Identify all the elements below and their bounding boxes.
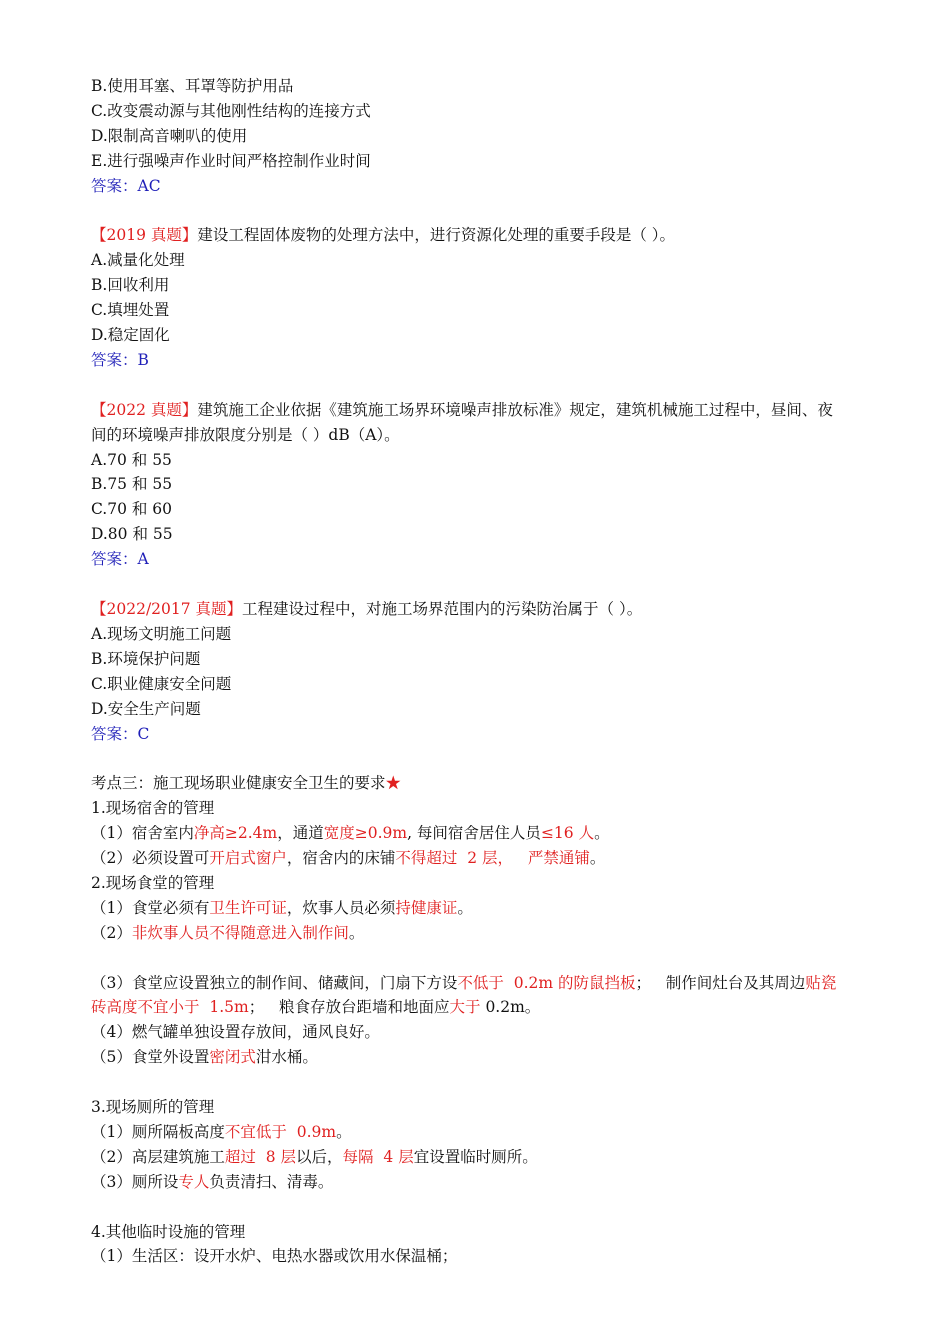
option-a: A.70 和 55	[91, 450, 172, 469]
list-item: （2）必须设置可开启式窗户，宿舍内的床铺不得超过 2 层， 严禁通铺。	[91, 849, 606, 868]
option-c: C.70 和 60	[91, 500, 173, 519]
subsection-heading: 1.现场宿舍的管理	[91, 799, 215, 818]
exam-tag: 【2022/2017 真题】	[91, 599, 243, 618]
question-text-cont: 间的环境噪声排放限度分别是（ ）dB（A）。	[91, 425, 400, 444]
question-text: 建设工程固体废物的处理方法中，进行资源化处理的重要手段是（ ）。	[197, 226, 676, 245]
option-b: B.回收利用	[91, 276, 170, 295]
question-stem	[91, 398, 886, 423]
list-item: （1）厕所隔板高度不宜低于 0.9m。	[91, 1122, 352, 1141]
option-b: B.75 和 55	[91, 475, 173, 494]
answer: 答案：A	[91, 550, 149, 569]
list-item: （1）生活区：设开水炉、电热水器或饮用水保温桶；	[91, 1247, 458, 1266]
option-c: C.职业健康安全问题	[91, 674, 232, 693]
option-a: A.减量化处理	[91, 251, 185, 270]
list-item-cont: 砖高度不宜小于 1.5m； 粮食存放台距墙和地面应大于 0.2m。	[91, 998, 541, 1017]
subsection-heading: 2.现场食堂的管理	[91, 873, 215, 892]
option-e: E.进行强噪声作业时间严格控制作业时间	[91, 151, 371, 170]
option-d: D.稳定固化	[91, 326, 170, 345]
exam-tag: 【2022 真题】	[91, 400, 198, 419]
exam-tag: 【2019 真题】	[91, 226, 198, 245]
question-text: 工程建设过程中，对施工场界范围内的污染防治属于（ ）。	[242, 599, 643, 618]
option-c: C.填埋处置	[91, 301, 170, 320]
list-item: （5）食堂外设置密闭式泔水桶。	[91, 1048, 318, 1067]
option-b: B.环境保护问题	[91, 649, 201, 668]
document-page	[91, 74, 886, 1269]
question-stem	[91, 597, 886, 622]
list-item: （2）高层建筑施工超过 8 层以后，每隔 4 层宜设置临时厕所。	[91, 1147, 538, 1166]
list-item: （3）厕所设专人负责清扫、清毒。	[91, 1172, 334, 1191]
question-text: 建筑施工企业依据《建筑施工场界环境噪声排放标准》规定，建筑机械施工过程中，昼间、夜	[197, 400, 833, 419]
option-b: B.使用耳塞、耳罩等防护用品	[91, 77, 294, 95]
answer: 答案：C	[91, 724, 150, 743]
list-item: （3）食堂应设置独立的制作间、储藏间，门扇下方设不低于 0.2m 的防鼠挡板； 制作间灶台及其周边贴瓷	[91, 973, 837, 992]
list-item: （1）食堂必须有卫生许可证，炊事人员必须持健康证。	[91, 898, 473, 917]
subsection-heading: 4.其他临时设施的管理	[91, 1222, 246, 1241]
option-c: C.改变震动源与其他刚性结构的连接方式	[91, 101, 371, 120]
list-item: （1）宿舍室内净高≥2.4m，通道宽度≥0.9m, 每间宿舍居住人员≤16 人。	[91, 824, 610, 843]
answer: 答案：AC	[91, 176, 161, 195]
question-stem	[91, 223, 886, 248]
option-d: D.80 和 55	[91, 525, 173, 544]
section-title: 考点三：施工现场职业健康安全卫生的要求★	[91, 774, 402, 793]
list-item: （2）非炊事人员不得随意进入制作间。	[91, 923, 365, 942]
option-a: A.现场文明施工问题	[91, 624, 232, 643]
subsection-heading: 3.现场厕所的管理	[91, 1098, 215, 1117]
list-item: （4）燃气罐单独设置存放间，通风良好。	[91, 1023, 380, 1042]
star-icon: ★	[385, 774, 402, 793]
answer: 答案：B	[91, 350, 149, 369]
option-d: D.安全生产问题	[91, 699, 201, 718]
option-d: D.限制高音喇叭的使用	[91, 126, 248, 145]
